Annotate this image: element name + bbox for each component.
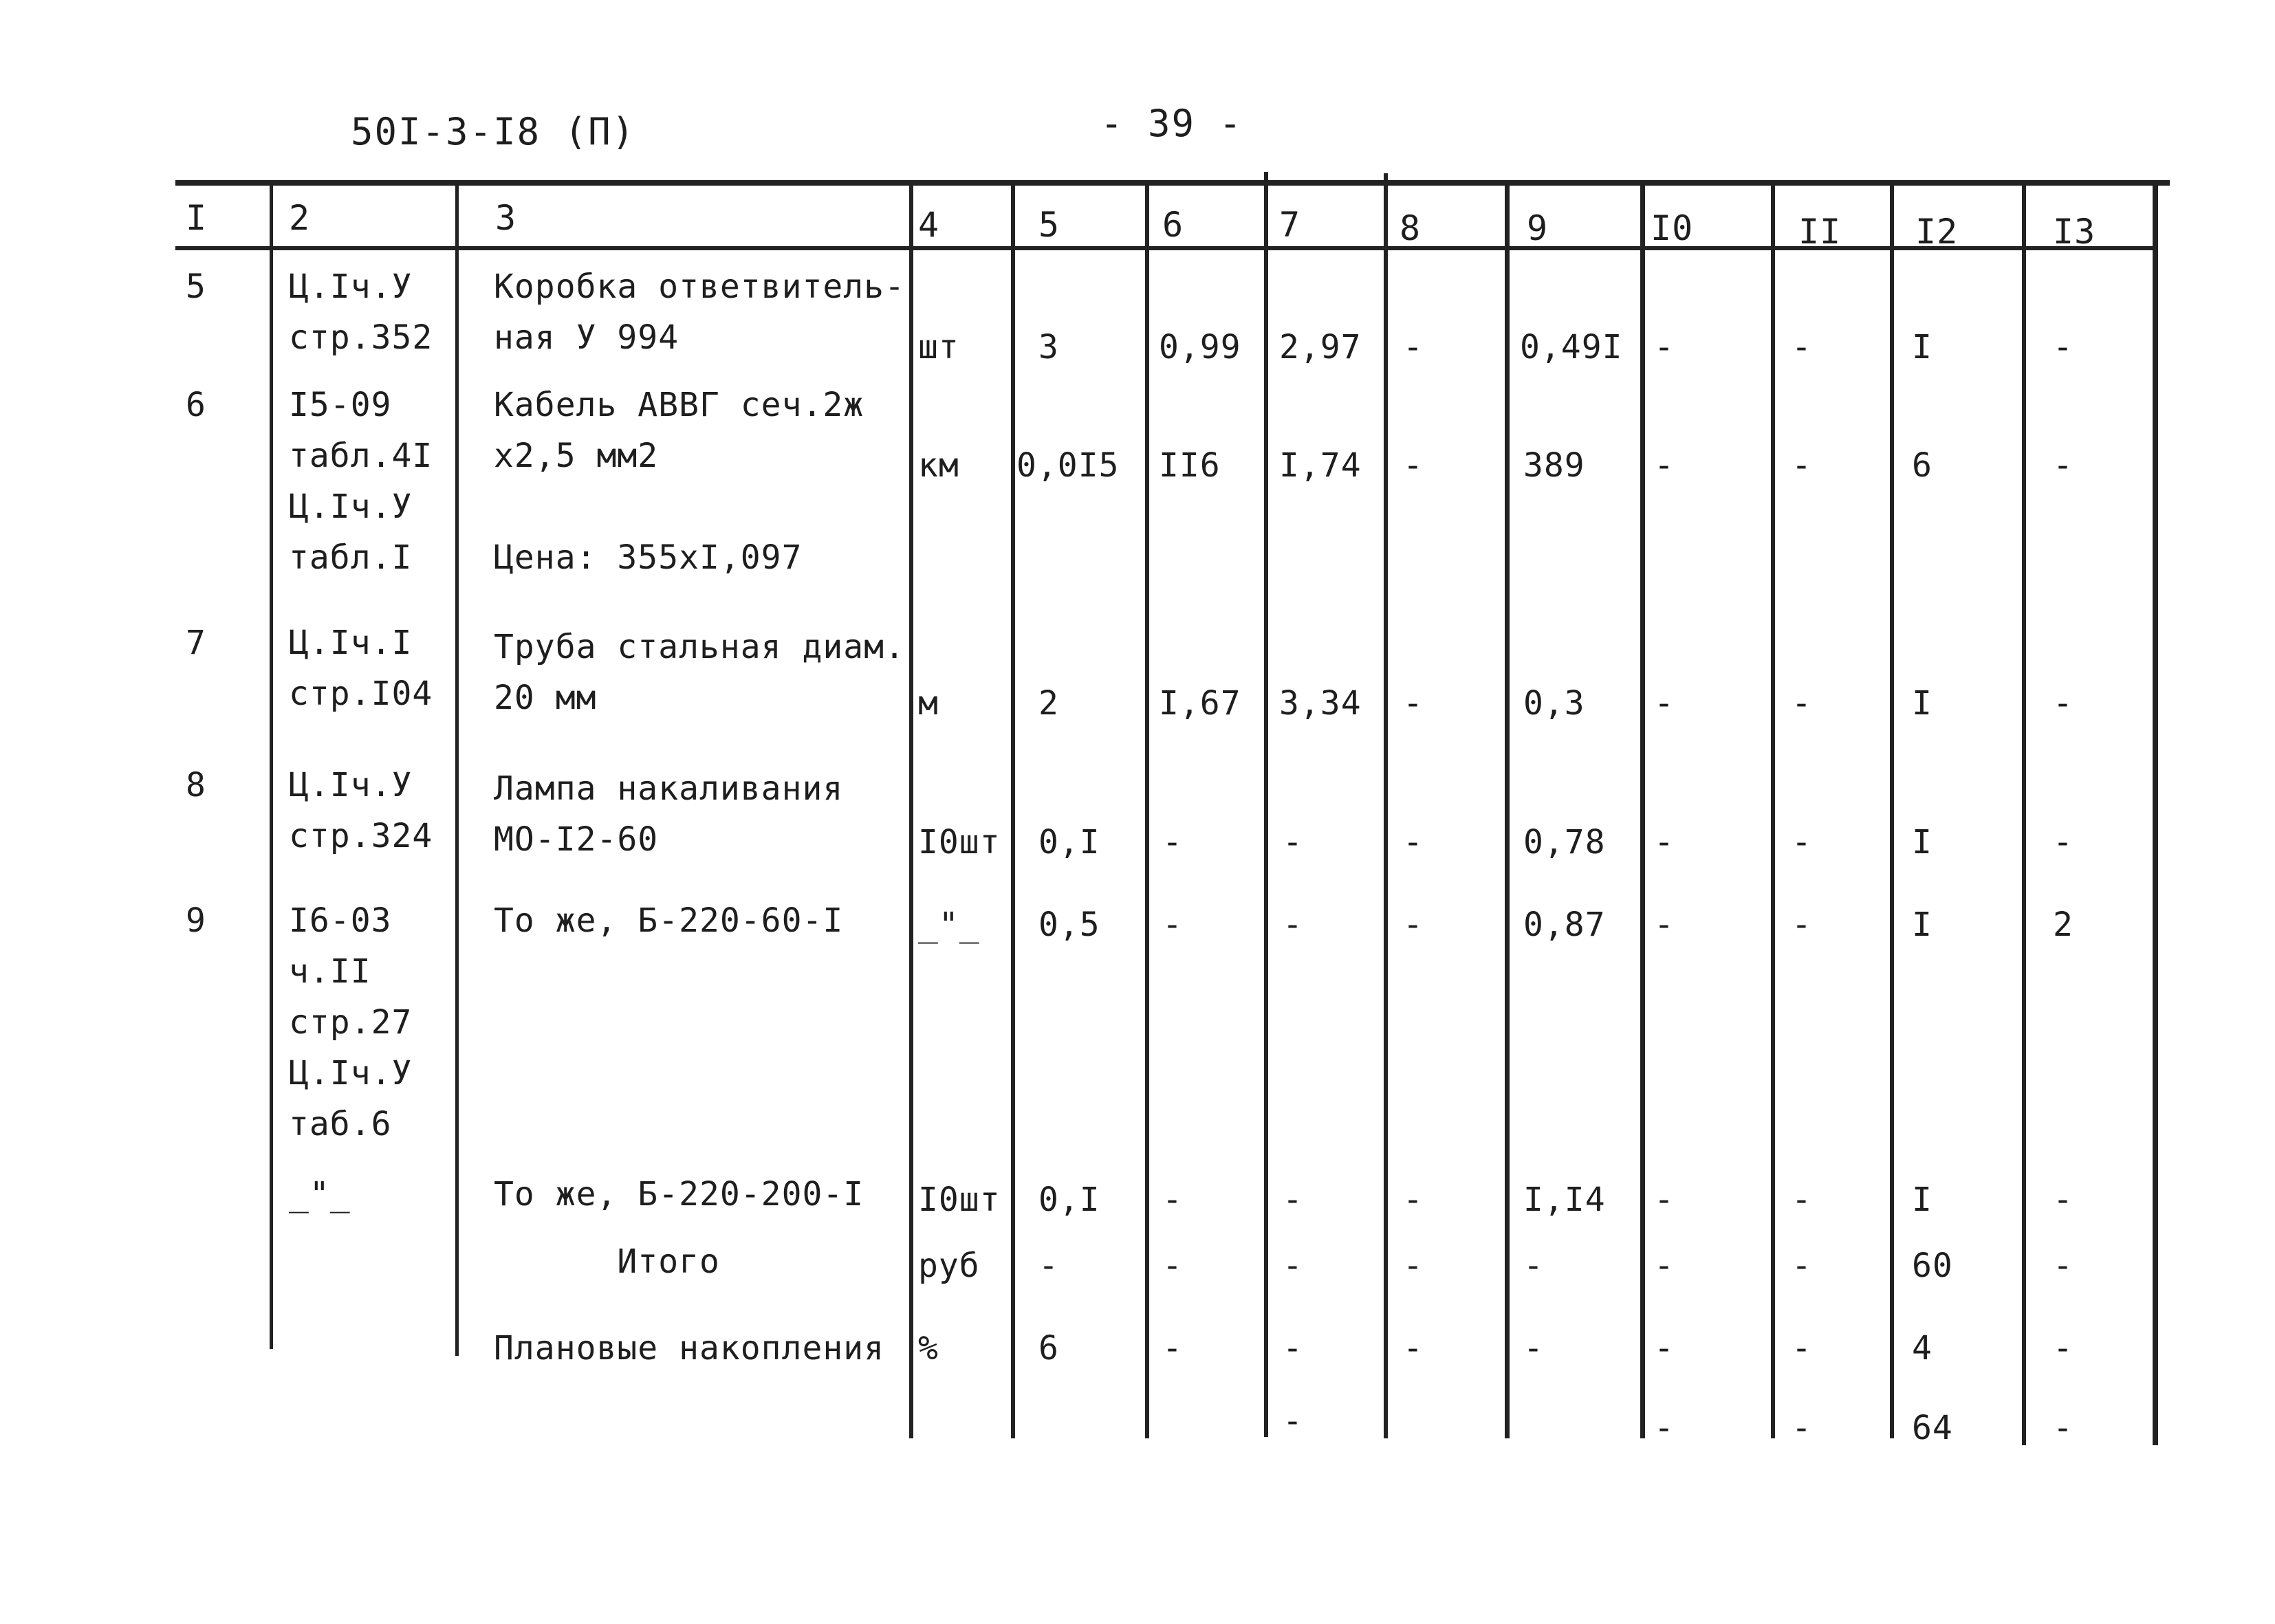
table-cell: 5 (186, 267, 206, 306)
table-cell: - (2053, 328, 2073, 366)
col-header: 6 (1162, 205, 1184, 245)
table-cell: - (1654, 446, 1675, 485)
table-cell: Ц.Iч.I стр.I04 (289, 624, 433, 713)
table-cell: I,74 (1279, 446, 1362, 485)
page-number: - 39 - (1100, 102, 1243, 145)
table-cell: - (1403, 684, 1424, 723)
table-cell: I6-03 ч.II стр.27 Ц.Iч.У таб.6 (289, 901, 413, 1143)
table-cell: I (1912, 684, 1933, 723)
col-header: I3 (2053, 212, 2096, 252)
table-cell: - (1283, 906, 1303, 944)
table-cell: - (2053, 446, 2073, 485)
table-cell: - (1162, 906, 1183, 944)
table-cell: - (1403, 823, 1424, 862)
table-cell: % (918, 1329, 939, 1368)
column-rule (1145, 180, 1149, 1438)
table-cell: 389 (1523, 446, 1585, 485)
table-cell: 0,I (1038, 1181, 1100, 1219)
column-rule (270, 180, 273, 1349)
col-header: I (186, 198, 208, 238)
table-cell: - (1523, 1247, 1544, 1285)
table-cell: _"_ (289, 1175, 351, 1214)
table-cell: _"_ (918, 906, 980, 944)
col-header: I0 (1651, 208, 1694, 248)
table-cell: 60 (1912, 1247, 1953, 1285)
table-cell: 0,0I5 (1016, 446, 1120, 485)
table-cell: - (1038, 1247, 1059, 1285)
table-cell: - (1403, 906, 1424, 944)
table-cell: - (1792, 328, 1812, 366)
col-header: 2 (289, 198, 311, 238)
table-cell: - (1654, 1247, 1675, 1285)
table-cell: 6 (1038, 1329, 1059, 1368)
table-cell: Плановые накопления (494, 1329, 885, 1368)
column-rule (1264, 172, 1268, 1437)
table-cell: - (1403, 1329, 1424, 1368)
table-cell: 8 (186, 766, 206, 804)
table-cell: Ц.Iч.У стр.324 (289, 766, 433, 855)
table-cell: - (1283, 1247, 1303, 1285)
table-cell: км (918, 446, 959, 485)
table-cell: 6 (186, 386, 206, 424)
col-header: II (1798, 212, 1842, 252)
table-cell: I0шт (918, 823, 1001, 862)
table-cell: 4 (1912, 1329, 1933, 1368)
col-header: 9 (1527, 208, 1549, 248)
table-cell: - (1162, 1329, 1183, 1368)
table-cell: - (1792, 823, 1812, 862)
table-cell: - (1792, 906, 1812, 944)
column-rule (1890, 180, 1894, 1438)
table-cell: 7 (186, 624, 206, 662)
table-cell: I (1912, 906, 1933, 944)
table-cell: I (1912, 823, 1933, 862)
table-cell: - (1523, 1329, 1544, 1368)
table-cell: - (1792, 1409, 1812, 1447)
table-cell: - (1162, 1181, 1183, 1219)
table-cell: Труба стальная диам. 20 мм (494, 628, 905, 717)
table-cell: - (1654, 1329, 1675, 1368)
table-cell: - (1792, 1329, 1812, 1368)
table-cell: 64 (1912, 1409, 1953, 1447)
table-cell: - (2053, 1247, 2073, 1285)
table-cell: - (1792, 446, 1812, 485)
table-top-rule (175, 180, 2170, 186)
table-cell: 9 (186, 901, 206, 940)
table-cell: То же, Б-220-60-I (494, 901, 844, 940)
column-rule (909, 180, 913, 1438)
table-cell: - (1283, 1181, 1303, 1219)
table-cell: - (2053, 1181, 2073, 1219)
table-cell: Лампа накаливания МО-I2-60 (494, 769, 844, 859)
table-cell: - (1654, 328, 1675, 366)
table-cell: I5-09 табл.4I Ц.Iч.У табл.I (289, 386, 433, 577)
table-cell: - (1283, 1329, 1303, 1368)
column-rule (1505, 180, 1510, 1438)
table-cell: - (1792, 1247, 1812, 1285)
table-cell: руб (918, 1247, 980, 1285)
column-rule (455, 180, 459, 1356)
table-cell: I (1912, 1181, 1933, 1219)
table-cell: Коробка ответвитель- ная У 994 (494, 267, 905, 357)
table-cell: II6 (1159, 446, 1221, 485)
column-rule (1384, 173, 1388, 1438)
table-cell: - (1654, 823, 1675, 862)
table-cell: - (1283, 823, 1303, 862)
col-header: 7 (1279, 205, 1301, 245)
table-cell: 3,34 (1279, 684, 1362, 723)
column-rule (1011, 180, 1015, 1438)
table-cell: 0,99 (1159, 328, 1241, 366)
table-cell: - (2053, 823, 2073, 862)
col-header: 8 (1400, 208, 1422, 248)
table-cell: - (1403, 1247, 1424, 1285)
table-cell: - (1283, 1402, 1303, 1440)
table-cell: 0,3 (1523, 684, 1585, 723)
table-cell: - (1403, 446, 1424, 485)
table-cell: I,I4 (1523, 1181, 1606, 1219)
col-header: 5 (1038, 205, 1060, 245)
table-cell: м (918, 684, 939, 723)
table-cell: - (1403, 328, 1424, 366)
table-cell: - (2053, 1329, 2073, 1368)
table-cell: - (1792, 684, 1812, 723)
table-cell: 2,97 (1279, 328, 1362, 366)
table-cell: I (1912, 328, 1933, 366)
table-cell: - (1162, 823, 1183, 862)
table-cell: - (1654, 906, 1675, 944)
column-rule (1640, 180, 1645, 1438)
table-cell: 2 (2053, 906, 2073, 944)
table-cell: - (1654, 1181, 1675, 1219)
column-rule (2153, 180, 2158, 1445)
column-rule (2022, 180, 2026, 1445)
table-cell: 3 (1038, 328, 1059, 366)
table-cell: - (1162, 1247, 1183, 1285)
table-cell: I,67 (1159, 684, 1241, 723)
table-cell: 0,78 (1523, 823, 1606, 862)
col-header: 4 (918, 205, 940, 245)
column-rule (1771, 180, 1775, 1438)
table-cell: 0,87 (1523, 906, 1606, 944)
table-cell: - (2053, 684, 2073, 723)
table-cell: - (1792, 1181, 1812, 1219)
table-cell: 0,I (1038, 823, 1100, 862)
col-header: I2 (1915, 212, 1959, 252)
table-cell: шт (918, 328, 959, 366)
table-cell: - (1654, 684, 1675, 723)
table-cell: 6 (1912, 446, 1933, 485)
table-cell: То же, Б-220-200-I (494, 1175, 864, 1214)
table-cell: Ц.Iч.У стр.352 (289, 267, 433, 357)
table-cell: Итого (494, 1242, 720, 1281)
table-cell: - (2053, 1409, 2073, 1447)
table-cell: 0,49I (1520, 328, 1623, 366)
col-header: 3 (495, 198, 517, 238)
document-code: 50I-3-I8 (П) (351, 110, 636, 153)
table-cell: 0,5 (1038, 906, 1100, 944)
table-cell: 2 (1038, 684, 1059, 723)
table-cell: I0шт (918, 1181, 1001, 1219)
table-cell: Кабель АВВГ сеч.2ж х2,5 мм2 Цена: 355хI,097 (494, 386, 864, 577)
table-cell: - (1654, 1409, 1675, 1447)
table-cell: - (1403, 1181, 1424, 1219)
